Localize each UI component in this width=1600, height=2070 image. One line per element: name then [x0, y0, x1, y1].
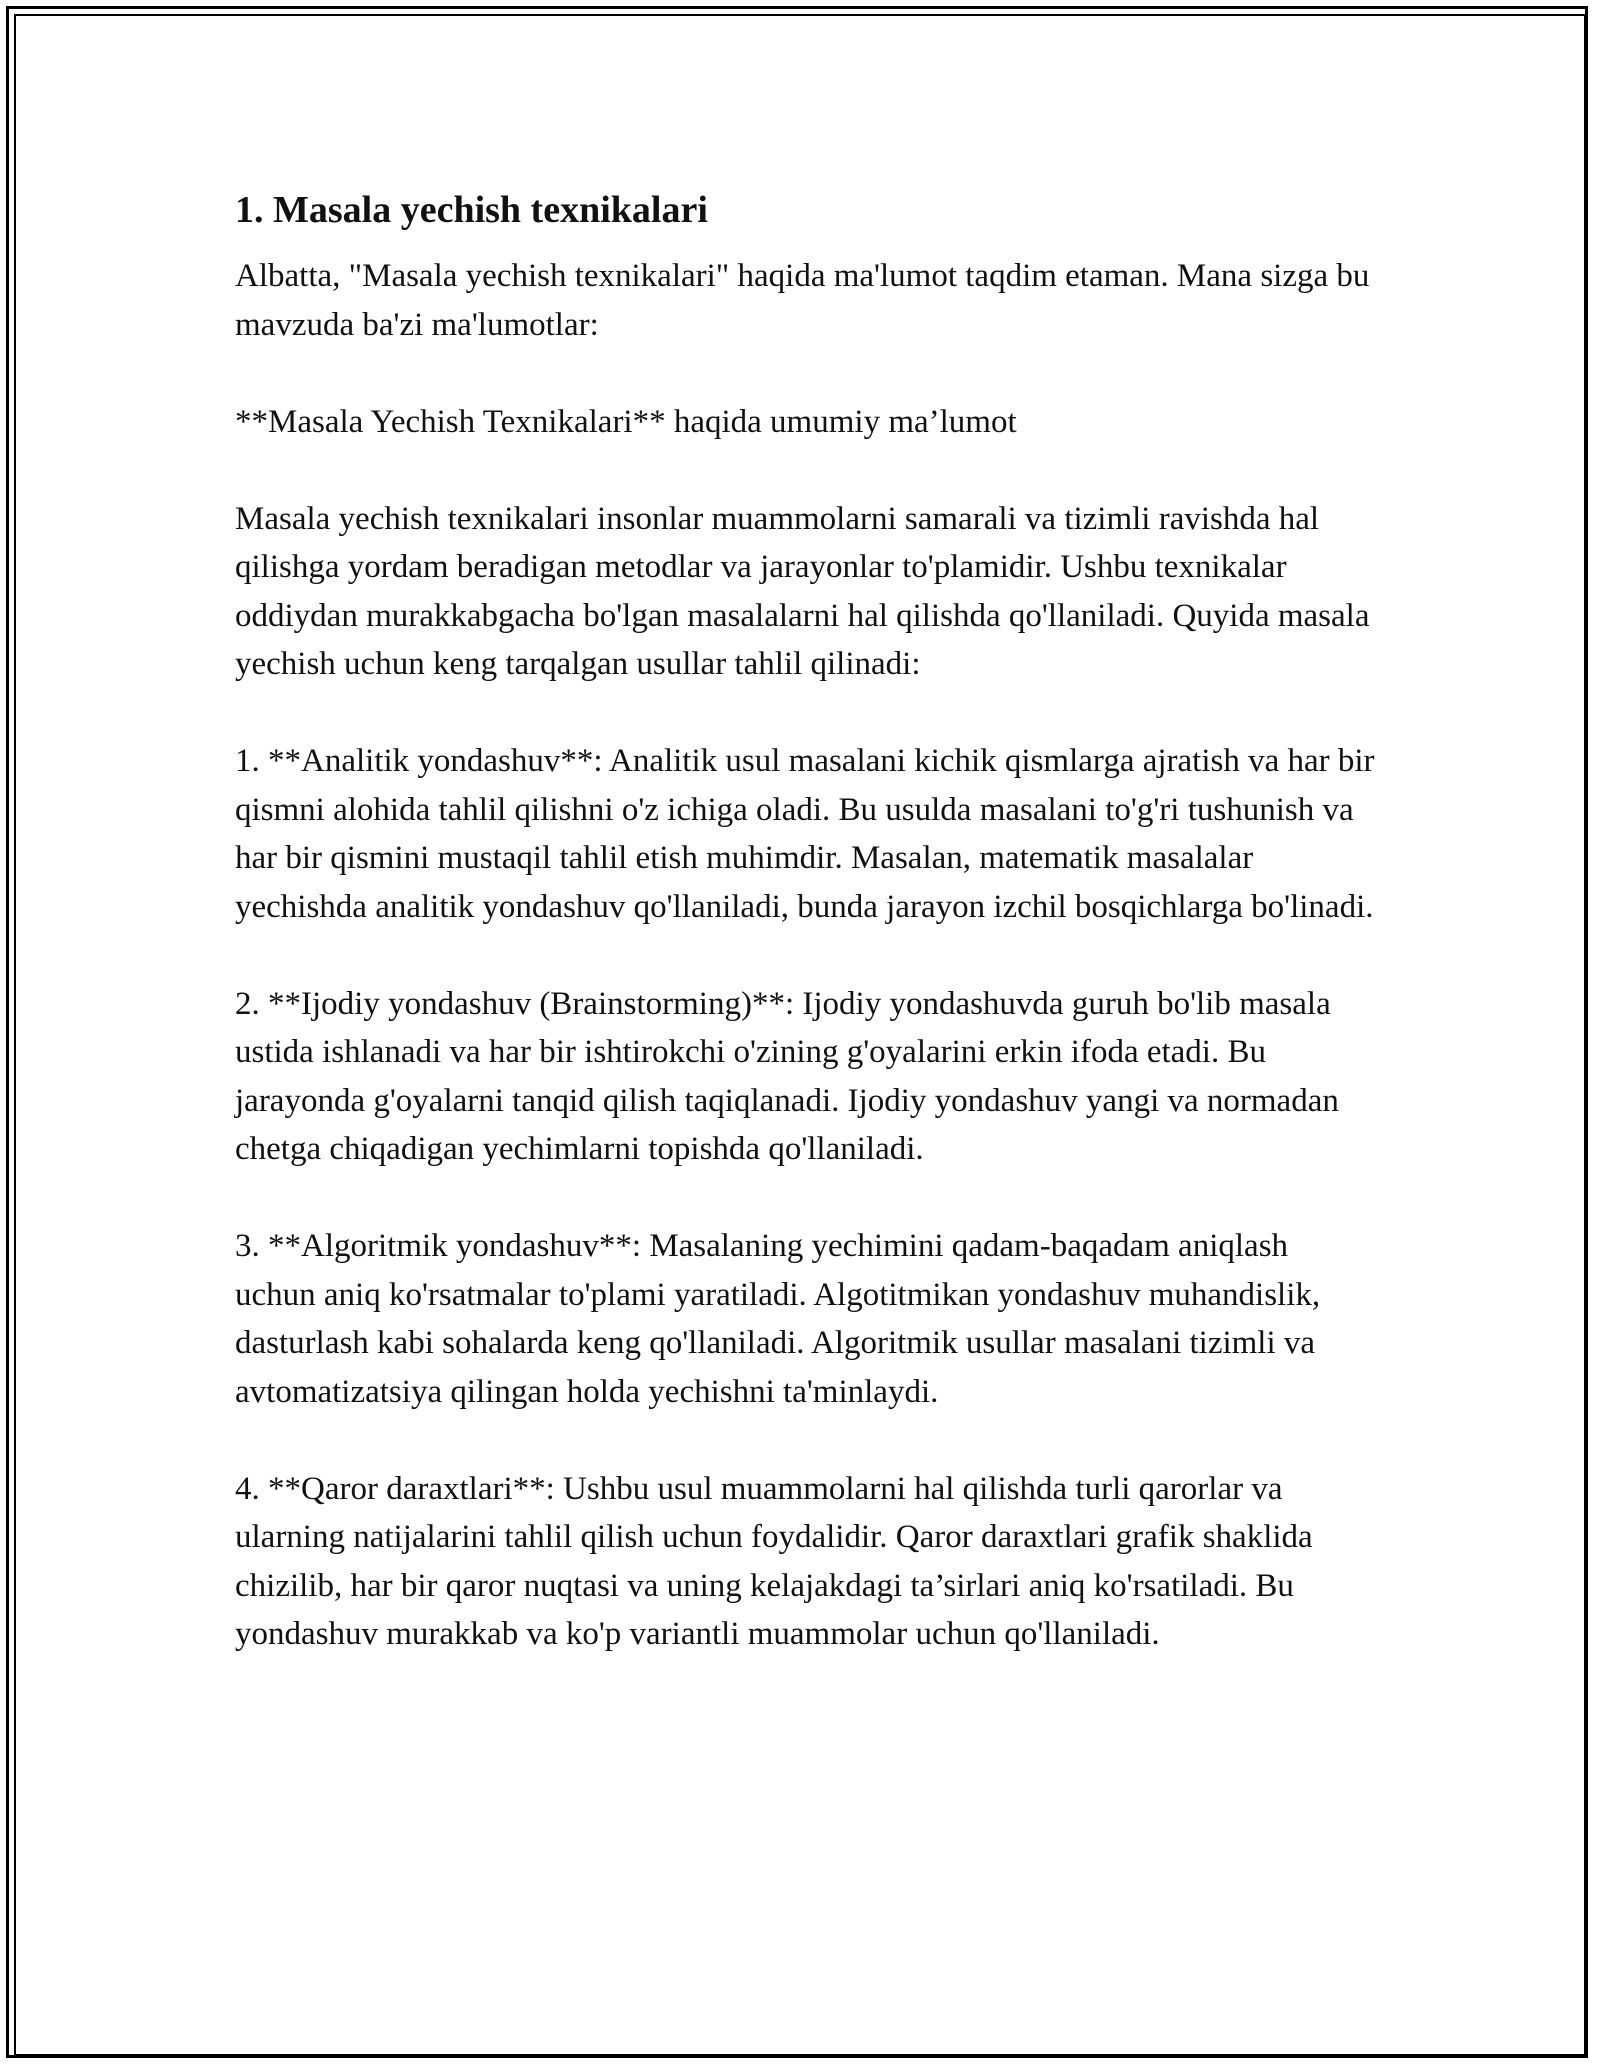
overview-paragraph: Masala yechish texnikalari insonlar muammolarni samarali va tizimli ravishda hal qilishga yordam beradigan metodlar va jarayonlar to'plamidir. Ushbu texnikalar oddiydan murakkabgacha bo'lgan masalalarni hal qilishda qo'llaniladi. Quyida masala yechish uchun keng tarqalgan usullar tahlil qilinadi:	[235, 500, 1370, 682]
intro-paragraph: Albatta, "Masala yechish texnikalari" haqida ma'lumot taqdim etaman. Mana sizga bu mavzuda ba'zi ma'lumotlar:	[235, 258, 1370, 343]
list-item-analitik: 1. **Analitik yondashuv**: Analitik usul masalani kichik qismlarga ajratish va har bir qismni alohida tahlil qilishni o'z ichiga oladi. Bu usulda masalani to'g'ri tushunish va har bir qismini mustaqil tahlil etish muhimdir. Masalan, matematik masalalar yechishda analitik yondashuv qo'llaniladi, bunda jarayon izchil bosqichlarga bo'linadi.	[235, 743, 1375, 925]
document-title: 1. Masala yechish texnikalari	[235, 189, 708, 231]
list-item-qaror-daraxtlari: 4. **Qaror daraxtlari**: Ushbu usul muammolarni hal qilishda turli qarorlar va ularning natijalarini tahlil qilish uchun foydalidir. Qaror daraxtlari grafik shaklida chizilib, har bir qaror nuqtasi va uning kelajakdagi ta’sirlari aniq ko'rsatiladi. Bu yondashuv murakkab va ko'p variantli muammolar uchun qo'llaniladi.	[235, 1470, 1313, 1652]
document-body	[235, 186, 1375, 1707]
list-item-ijodiy: 2. **Ijodiy yondashuv (Brainstorming)**: Ijodiy yondashuvda guruh bo'lib masala ustida ishlanadi va har bir ishtirokchi o'zining g'oyalarini erkin ifoda etadi. Bu jarayonda g'oyalarni tanqid qilish taqiqlanadi. Ijodiy yondashuv yangi va normadan chetga chiqadigan yechimlarni topishda qo'llaniladi.	[235, 985, 1339, 1167]
list-item-algoritmik: 3. **Algoritmik yondashuv**: Masalaning yechimini qadam-baqadam aniqlash uchun aniq ko'rsatmalar to'plami yaratiladi. Algotitmikan yondashuv muhandislik, dasturlash kabi sohalarda keng qo'llaniladi. Algoritmik usullar masalani tizimli va avtomatizatsiya qilingan holda yechishni ta'minlaydi.	[235, 1228, 1321, 1410]
subheading-paragraph: **Masala Yechish Texnikalari** haqida umumiy ma’lumot	[235, 403, 1017, 440]
